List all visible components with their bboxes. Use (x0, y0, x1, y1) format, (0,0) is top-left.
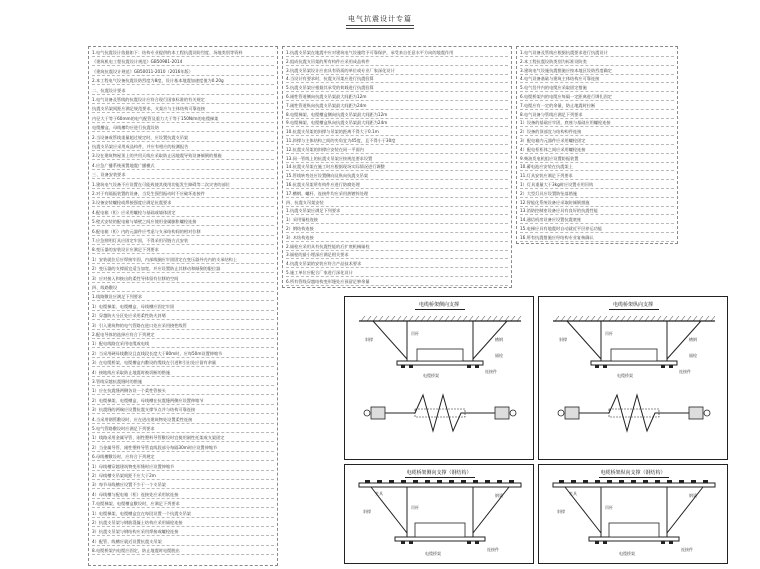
note-line: 4）母线槽与配电箱（柜）连接处应采用软连接 (92, 492, 274, 499)
beam-stiffener (365, 480, 370, 483)
note-line: 6.配电箱（柜）内的元器件应考虑与支承结构间的相对位移 (92, 229, 274, 236)
note-line: 2）钢结构连接 (286, 226, 508, 233)
slab-hatch (373, 316, 377, 321)
beam-stiffener (559, 480, 564, 483)
cable-tray (417, 349, 463, 361)
slab-hatch (699, 316, 703, 321)
slab-hatch (615, 316, 619, 321)
detail-drawing-3 (345, 479, 535, 565)
slab-hatch (421, 316, 425, 321)
beam-stiffener (485, 480, 490, 483)
note-line: 3.建筑电气设施抗震措施应按本地区设防烈度确定 (520, 68, 674, 75)
detail-label: 连接件 (681, 547, 693, 552)
beam-stiffener (703, 480, 708, 483)
note-line: 1.抗震支吊架在地震中应对建筑电气设施给予可靠保护，承受来自任意水平方向的地震作用 (286, 50, 508, 57)
slab-hatch (705, 316, 709, 321)
slab-hatch (657, 316, 661, 321)
note-line: 《建筑机电工程抗震设计规范》GB50981-2014 (92, 59, 274, 66)
note-line: 1.抗震支吊架应满足下列要求 (286, 208, 508, 215)
note-line: 抗震支吊架间距应满足规范要求，支架应与主体结构可靠连接 (92, 106, 274, 113)
note-line: 12.抗震支吊架的斜撑应安装在同一平面内 (286, 147, 508, 154)
slab-hatch (627, 316, 631, 321)
note-line: 3.设备安装螺栓或焊接强度应满足抗震要求 (92, 200, 274, 207)
beam-stiffener (437, 480, 442, 483)
slab-hatch (445, 316, 449, 321)
slab-hatch (651, 316, 655, 321)
note-line: 5.施工单位应配合厂家进行深化设计 (286, 270, 508, 277)
nut (467, 365, 471, 368)
note-line: 4.当采用钢管敷设时，应在进出建筑物处设置柔性连接 (92, 417, 274, 424)
nut (603, 541, 607, 544)
nut (409, 365, 413, 368)
detail-drawing-1 (345, 311, 535, 461)
slab-hatch (403, 316, 407, 321)
note-line: 3）抗震缝的两端应设置抗震支撑节点并与结构可靠连接 (92, 407, 274, 414)
beam-stiffener (595, 480, 600, 483)
note-line: 3.抗震支吊架设计应由具有资质的单位或专业厂家深化设计 (286, 68, 508, 75)
detail-label: 斜撑 (559, 337, 567, 342)
note-line: 3.锚栓的最小埋深应满足相关要求 (286, 252, 508, 259)
clamp-block (689, 407, 703, 419)
note-line: 1）灯具重量大于3kg时应设置专用吊钩 (520, 182, 674, 189)
note-line: 5.抗震支吊架应根据其承受的荷载进行抗震验算 (286, 85, 508, 92)
detail-label: 连接件 (485, 369, 497, 374)
note-line: 4.抗震支吊架的安装应符合产品技术要求 (286, 261, 508, 268)
note-line: 11.斜撑与主体结构之间的夹角宜为45度，且不得小于30度 (286, 138, 508, 145)
note-line: 2）当采用硬母线敷设且直线段长度大于80m时，应每50m设置伸缩节 (92, 351, 274, 358)
slab-hatch (603, 316, 607, 321)
detail-label: 夹具 (569, 491, 577, 496)
beam-stiffener (377, 480, 382, 483)
slab-hatch (475, 316, 479, 321)
note-line: 1）母线槽穿越建筑物变形缝时应设置伸缩节 (92, 464, 274, 471)
note-line: 11.灯具安装应满足下列要求 (520, 173, 674, 180)
note-line: 8.电缆桥架内电缆应固定，防止地震时电缆脱出 (92, 548, 274, 555)
clamp-block (371, 407, 385, 419)
beam-stiffener (619, 480, 624, 483)
beam-stiffener (461, 480, 466, 483)
nut (475, 365, 479, 368)
slab-hatch (633, 316, 637, 321)
note-line: 5.电气管路敷设时应满足下列要求 (92, 426, 274, 433)
slab-hatch (573, 316, 577, 321)
note-line: 4.电气设备基础与建筑主体结构应可靠连接 (520, 76, 674, 83)
detail-label: 槽钢 (689, 337, 697, 342)
slab-hatch (621, 316, 625, 321)
note-line: 3）应对接入和接出的柔性导体留有位移的空间 (92, 276, 274, 283)
note-line: 7.刚性管道纵向抗震支吊架最大间距为24m (286, 103, 508, 110)
steel-beam-flange (359, 483, 521, 487)
notes-column-left (88, 46, 278, 566)
detail-label: 吊杆 (605, 331, 613, 336)
slab-hatch (687, 316, 691, 321)
slab-hatch (463, 316, 467, 321)
note-line: 内径大于等于60mm的电气配管及重力大于等于150N/m的电缆梯架 (92, 116, 274, 123)
note-line: 3）每节母线槽应设置不少于一个支吊架 (92, 482, 274, 489)
note-line: 13.消防控制室设备应具有良好的抗震性能 (520, 208, 674, 215)
slab-hatch (367, 316, 371, 321)
diagonal-brace (373, 321, 407, 359)
note-line: 2）母线槽支吊架间距不应大于2m (92, 473, 274, 480)
detail-label: 电缆桥架 (617, 373, 633, 378)
note-line: 2）大型灯具应设置防坠落措施 (520, 191, 674, 198)
notes-column-right (516, 46, 678, 244)
detail-title-rule-3 (405, 477, 475, 478)
note-line: 3）木结构连接 (286, 235, 508, 242)
note-line: 17.槽钢、螺杆、连接件均应采用热镀锌处理 (286, 191, 508, 198)
nut (409, 541, 413, 544)
note-line: 8.电缆梯架、电缆槽盒侧向抗震支吊架最大间距为12m (286, 112, 508, 119)
detail-label: 斜撑 (363, 509, 371, 514)
note-line: 2）设备的顶部宜与结构构件连接 (520, 129, 674, 136)
note-line: 16.所有抗震措施应经结构专业复核确认 (520, 235, 674, 242)
note-line: 4.应急广播系统预置地震广播模式 (92, 163, 274, 170)
beam-stiffener (691, 480, 696, 483)
beam-stiffener (643, 480, 648, 483)
note-line: 12.智能化系统设备应采取防倾倒措施 (520, 200, 674, 207)
channel-steel (591, 361, 677, 365)
nut (475, 541, 479, 544)
hidden-outline (609, 409, 659, 417)
slab-hatch (385, 316, 389, 321)
note-line: 2.组成抗震支吊架的所有构件应采用成品构件 (286, 59, 508, 66)
note-line: 15.电梯应具有地震时自动就近平层停运功能 (520, 226, 674, 233)
note-line: 4.配电箱（柜）应采用螺栓与基础或墙体固定 (92, 210, 274, 217)
detail-label: 吊杆 (411, 331, 419, 336)
slab-hatch (361, 316, 365, 321)
detail-label: 电缆桥架 (425, 551, 441, 556)
note-line: 2.配电导体的选择应符合下列规定 (92, 332, 274, 339)
detail-panel-2 (538, 296, 728, 460)
cable-tray (609, 523, 659, 537)
note-line: 4）配电柜柜体之间应采用螺栓连接 (520, 147, 674, 154)
beam-stiffener (583, 480, 588, 483)
detail-panel-1 (344, 296, 534, 460)
note-line: 2.本工程电气设备抗震设防烈度为8度，设计基本地震加速度值为0.20g (92, 78, 274, 85)
hidden-outline (415, 409, 465, 417)
title-underline-1 (346, 25, 414, 26)
slab-hatch (591, 316, 595, 321)
beam-stiffener (655, 480, 660, 483)
detail-label: 锚栓 (689, 353, 697, 358)
slab-hatch (457, 316, 461, 321)
note-line: 3）引入建筑物的电气管路在进口处应采用挠性线管 (92, 323, 274, 330)
note-line: 2）抗震支吊架与钢筋混凝土结构应采用锚栓连接 (92, 520, 274, 527)
diagonal-brace (567, 321, 601, 359)
note-line: 10.抗震支吊架的斜撑与吊架的距离不得大于0.1m (286, 129, 508, 136)
nut (467, 541, 471, 544)
nut (669, 541, 673, 544)
note-line: 6.电缆桥架内的电缆应每隔一定距离进行绑扎固定 (520, 94, 674, 101)
nut (401, 365, 405, 368)
slab-hatch (579, 316, 583, 321)
clamp-block (495, 407, 509, 419)
detail-title-1: 电缆桥架侧向支撑 (418, 302, 459, 308)
beam-stiffener (631, 480, 636, 483)
detail-drawing-4 (539, 479, 729, 565)
beam-stiffener (667, 480, 672, 483)
slab-hatch (555, 316, 559, 321)
note-line: 1.建筑电气设备不应设置在可能致使其使用功能发生障碍等二次灾害的部位 (92, 182, 274, 189)
slab-hatch (645, 316, 649, 321)
slab-hatch (391, 316, 395, 321)
document-title: 电气抗震设计专篇 (348, 15, 412, 23)
cable-tray (415, 523, 465, 537)
beam-stiffener (679, 480, 684, 483)
note-line: 3.设在建筑物屋顶上的共用天线应采取防止因地震导致设备倾倒的措施 (92, 153, 274, 160)
diagonal-brace (473, 487, 509, 533)
note-line: 7.电缆应有一定的余量，防止地震时拉断 (520, 103, 674, 110)
note-line: 1）配电线路宜采用电缆或电线 (92, 341, 274, 348)
note-line: 2）穿越防火分区处应采用柔性防火封堵 (92, 313, 274, 320)
note-line: 4）配管、线槽应就近设置抗震支吊架 (92, 539, 274, 546)
note-line: 7.电缆梯架、电缆槽盒敷设时，应满足下列要求 (92, 501, 274, 508)
slab-hatch (433, 316, 437, 321)
slab-hatch (639, 316, 643, 321)
detail-label: 夹具 (375, 491, 383, 496)
slab-hatch (663, 316, 667, 321)
detail-title-4: 电缆桥架纵向支撑（钢结构） (600, 470, 666, 476)
note-line: 2）电缆梯架、电缆槽盒、母线槽在抗震缝两侧应设置伸缩节 (92, 398, 274, 405)
note-line: 8.变压器的安装设计应满足下列要求 (92, 247, 274, 254)
detail-panel-4 (538, 464, 728, 564)
beam-stiffener (473, 480, 478, 483)
nut (669, 365, 673, 368)
slab-hatch (487, 316, 491, 321)
note-line: 四、线路敷设 (92, 285, 274, 292)
detail-label: 锚栓 (495, 353, 503, 358)
detail-panel-3 (344, 464, 534, 564)
beam-stiffener (607, 480, 612, 483)
note-line: 6.刚性管道侧向抗震支吊架最大间距为12m (286, 94, 508, 101)
note-line: 1）电缆梯架、电缆槽盒、母线槽应固定牢固 (92, 304, 274, 311)
note-line: 9.柴油发电机组应设置防振装置 (520, 156, 674, 163)
channel-steel (395, 537, 485, 541)
note-line: 1）采用锚栓连接 (286, 217, 508, 224)
note-line: 1）电缆梯架、电缆槽盒宜在每段设置一个抗震支吊架 (92, 511, 274, 518)
detail-label: 吊杆 (605, 505, 613, 510)
note-line: 3）抗震支吊架与钢结构应采用焊接或螺栓连接 (92, 529, 274, 536)
break-line (609, 395, 659, 431)
note-line: 2.本工程抗震设防类别为标准设防类 (520, 59, 674, 66)
note-line: 3.管线穿越抗震缝时的措施 (92, 379, 274, 386)
slab-hatch (567, 316, 571, 321)
note-line: 1.线路敷设应满足下列要求 (92, 294, 274, 301)
slab-hatch (585, 316, 589, 321)
detail-label: 吊杆 (411, 505, 419, 510)
note-line: 8.电气设备与管线应满足下列要求 (520, 112, 674, 119)
anchor-bolt (510, 410, 516, 416)
note-line: 14.通信机房设备应设置抗震底座 (520, 217, 674, 224)
detail-title-rule-4 (599, 477, 669, 478)
note-line: 2.锚栓应采用具有抗震性能的后扩底机械锚栓 (286, 244, 508, 251)
note-line: 2.当设备或管线重量超过规定时，应设置抗震支吊架 (92, 135, 274, 142)
slab-hatch (379, 316, 383, 321)
slab-hatch (493, 316, 497, 321)
beam-stiffener (571, 480, 576, 483)
slab-hatch (415, 316, 419, 321)
beam-stiffener (413, 480, 418, 483)
anchor-bolt (364, 410, 370, 416)
break-line (415, 395, 465, 431)
slab-hatch (451, 316, 455, 321)
note-line: 2）变压器的支撑面宜适当加宽，并应设置防止其移动和倾倒的限位器 (92, 266, 274, 273)
note-line: 1）应在抗震缝两侧各设一个柔性管接头 (92, 388, 274, 395)
channel-steel (397, 361, 483, 365)
slab-hatch (517, 316, 521, 321)
slab-hatch (681, 316, 685, 321)
detail-label: 钢梁 (495, 493, 503, 498)
slab-hatch (597, 316, 601, 321)
note-line: 5.壁式安装的配电箱与墙壁之间应使用金属膨胀螺栓连接 (92, 219, 274, 226)
note-line: 2）当金属导管、刚性塑料导管直线段部分每隔30m时应设置伸缩节 (92, 445, 274, 452)
anchor-bolt (704, 410, 710, 416)
cable-tray (611, 349, 657, 361)
note-line: 7.应急照明灯具应固定牢固，不得采用吊链方式安装 (92, 238, 274, 245)
slab-hatch (511, 316, 515, 321)
detail-title-2: 电缆桥架纵向支撑 (612, 302, 653, 308)
note-line: 1）安装就位后应焊接牢固，内部线圈应牢固固定在变压器外壳内的支承结构上 (92, 257, 274, 264)
detail-title-rule-2 (609, 309, 659, 310)
note-line: 二、抗震设计要求 (92, 88, 274, 95)
note-line: 四、抗震支吊架安装 (286, 200, 508, 207)
clamp-block (565, 407, 579, 419)
slab-hatch (409, 316, 413, 321)
note-line: 14.抗震支吊架在施工时应根据现场实际情况进行调整 (286, 164, 508, 171)
nut (661, 541, 665, 544)
slab-hatch (505, 316, 509, 321)
steel-beam-flange (553, 483, 715, 487)
title-underline-2 (346, 28, 414, 29)
note-line: 13.同一管线上的抗震支吊架应按规范要求设置 (286, 156, 508, 163)
detail-label: 槽钢 (495, 337, 503, 342)
diagonal-brace (667, 487, 703, 533)
beam-stiffener (401, 480, 406, 483)
detail-label: 斜撑 (365, 337, 373, 342)
nut (661, 365, 665, 368)
channel-steel (589, 537, 679, 541)
note-line: 4）接地线应采取防止地震时被切断的措施 (92, 370, 274, 377)
slab-hatch (397, 316, 401, 321)
note-line: 6.母线槽敷设时，应符合下列规定 (92, 454, 274, 461)
detail-title-3: 电缆桥架侧向支撑（钢结构） (406, 470, 472, 476)
note-line: 1）线路采用金属导管、刚性塑料导管敷设时宜使用刚性托架或支架固定 (92, 435, 274, 442)
detail-label: 电缆桥架 (619, 551, 635, 556)
slab-hatch (427, 316, 431, 321)
note-line: 1.电气设备及管线的抗震设计应符合现行国家标准的有关规定 (92, 97, 274, 104)
note-line: 2.对于有隔振装置的设备，当发生强烈振动时不应破坏连接件 (92, 191, 274, 198)
beam-stiffener (425, 480, 430, 483)
note-line: 3）在电缆桥架、电缆槽盒内敷设的缆线在引进和引出处应留有余量 (92, 360, 274, 367)
slab-hatch (469, 316, 473, 321)
beam-stiffener (497, 480, 502, 483)
slab-hatch (609, 316, 613, 321)
detail-label: 钢梁 (689, 493, 697, 498)
slab-hatch (675, 316, 679, 321)
slab-hatch (481, 316, 485, 321)
nut (595, 365, 599, 368)
note-line: 9.电缆梯架、电缆槽盒纵向抗震支吊架最大间距为24m (286, 120, 508, 127)
note-line: 4.当设计有要求时，抗震支吊架应进行抗震验算 (286, 76, 508, 83)
slab-hatch (711, 316, 715, 321)
detail-drawing-2 (539, 311, 729, 461)
note-line: 《建筑抗震设计规范》GB50011-2010（2016年版） (92, 69, 274, 76)
slab-hatch (693, 316, 697, 321)
note-line: 1.电气抗震设计依据如下：结构专业提供的本工程抗震设防烈度、场地类别等资料 (92, 50, 274, 57)
note-line: 16.抗震支吊架所有构件应进行防腐处理 (286, 182, 508, 189)
notes-column-middle (282, 46, 512, 288)
note-line: 6.所有管线穿越结构变形缝处应预留足够余量 (286, 279, 508, 286)
detail-label: 斜撑 (557, 509, 565, 514)
slab-hatch (561, 316, 565, 321)
beam-stiffener (509, 480, 514, 483)
note-line: 抗震支吊架应采用成品构件，并应有相应的检测报告 (92, 144, 274, 151)
detail-label: 电缆桥架 (423, 373, 439, 378)
note-line: 1.电气设备及管线应根据抗震要求进行抗震设计 (520, 50, 674, 57)
detail-label: 连接件 (679, 369, 691, 374)
detail-title-rule-1 (415, 309, 465, 310)
slab-hatch (499, 316, 503, 321)
note-line: 10.蓄电池应安装在抗震架上 (520, 164, 674, 171)
note-line: 电缆槽盒、母线槽均应进行抗震设防 (92, 125, 274, 132)
note-line: 15.管线转弯处应设置侧向及纵向抗震支吊架 (286, 173, 508, 180)
note-line: 3）配电箱内元器件应采用螺栓固定 (520, 138, 674, 145)
nut (595, 541, 599, 544)
slab-hatch (669, 316, 673, 321)
note-line: 三、设备安装要求 (92, 172, 274, 179)
note-line: 5.电气竖井内的电缆应采取固定措施 (520, 85, 674, 92)
note-line: 1）设备的基础应牢固，底座与基础应用螺栓连接 (520, 120, 674, 127)
beam-stiffener (389, 480, 394, 483)
nut (603, 365, 607, 368)
beam-stiffener (449, 480, 454, 483)
slab-hatch (439, 316, 443, 321)
nut (401, 541, 405, 544)
detail-label: 连接件 (487, 547, 499, 552)
anchor-bolt (558, 410, 564, 416)
